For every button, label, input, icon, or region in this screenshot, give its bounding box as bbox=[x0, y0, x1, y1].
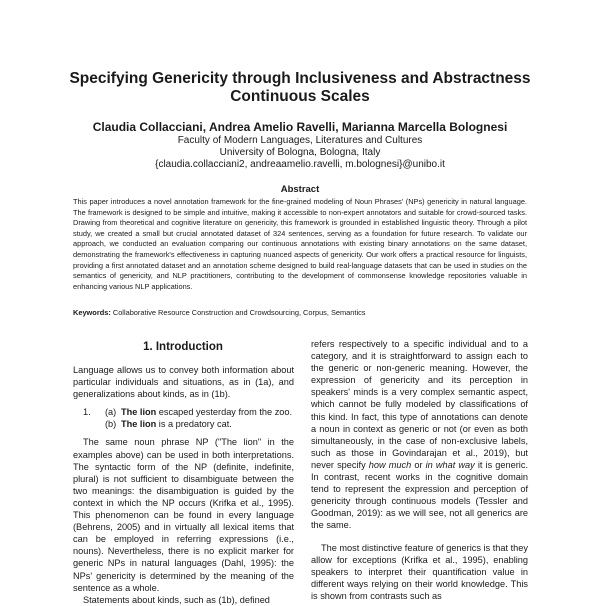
right-text-emphasis-2: in what way bbox=[425, 459, 475, 470]
keywords-label: Keywords: bbox=[73, 308, 111, 317]
right-text-emphasis-1: how much bbox=[368, 459, 412, 470]
right-column bbox=[311, 338, 528, 602]
example-1b bbox=[73, 418, 294, 430]
example-1b-subject: The lion bbox=[121, 419, 157, 430]
left-column bbox=[73, 364, 294, 606]
right-text-c: it is generic. In contrast, recent works in the cognitive domain tend to represent the expression and perception of genericity through continuous models (Tessler and Goodman, 2019): as we will see, not all generics are the same. bbox=[311, 459, 528, 531]
right-text-b: or bbox=[411, 459, 426, 470]
example-label-b: (b) bbox=[105, 419, 117, 430]
affiliation-dept: Faculty of Modern Languages, Literatures and Cultures bbox=[177, 135, 423, 146]
intro-paragraph-right-1 bbox=[311, 338, 528, 532]
example-1 bbox=[73, 406, 294, 430]
intro-paragraph-3: Statements about kinds, such as (1b), defined bbox=[83, 594, 270, 605]
keywords-text: Collaborative Resource Construction and Crowdsourcing, Corpus, Semantics bbox=[112, 308, 366, 317]
keywords-line bbox=[73, 308, 527, 318]
abstract-text: This paper introduces a novel annotation framework for the fine-grained modeling of Noun Phrases' (NPs) genericity in natural language. The framework is designed to be simple and intuitive, making it accessible to non-expert annotators and suitable for crowd-sourced tasks. Drawing from theoretical and cognitive literature on genericity, this framework is grounded in established linguistic theory. Through a pilot study, we created a small but crucial annotated dataset of 324 sentences, serving as a foundation for future research. To validate our approach, we conducted an evaluation comparing our continuous annotations with existing binary annotations on the same dataset, demonstrating the framework's effectiveness in capturing nuanced aspects of genericity. Our work offers a practical resource for linguists, providing a first annotated dataset and an annotation scheme designed to build real-language datasets that can be used in studies on the semantics of genericity, and NLP practitioners, contributing to the development of commonsense knowledge repositories valuable in enhancing various NLP applications. bbox=[73, 197, 527, 291]
paper-title: Specifying Genericity through Inclusiveness and Abstractness Continuous Scales bbox=[69, 70, 531, 105]
intro-paragraph-right-2: The most distinctive feature of generics is that they allow for exceptions (Krifka et al., 1995), enabling speakers to interpret their quantification value in different ways relying on their world knowledge. This is shown from contrasts such as bbox=[311, 542, 528, 601]
example-1a-predicate: escaped yesterday from the zoo. bbox=[156, 407, 293, 418]
section-heading-introduction: 1. Introduction bbox=[143, 341, 223, 353]
right-text-a: refers respectively to a specific individual and to a category, and it is straightforward to assign each to the generic or non-generic meaning. However, the expression of genericity and its perception in speakers' minds is a very complex semantic aspect, which cannot be fully modeled by classifications of this kind. In fact, this type of annotations can denote a noun in context as generic or not (or even as both simultaneously, in the case of non-exclusive labels, such as those in Govindarajan et al., 2019), but never specify bbox=[311, 339, 528, 470]
example-1a-subject: The lion bbox=[121, 407, 157, 418]
abstract-heading: Abstract bbox=[280, 184, 320, 195]
example-number: 1. bbox=[83, 407, 91, 418]
example-label-a: (a) bbox=[105, 407, 117, 418]
example-1a bbox=[73, 406, 294, 418]
author-list: Claudia Collacciani, Andrea Amelio Ravelli, Marianna Marcella Bolognesi bbox=[92, 120, 508, 134]
affiliation-university: University of Bologna, Bologna, Italy bbox=[219, 147, 381, 158]
affiliation-emails: {claudia.collacciani2, andreaamelio.ravelli, m.bolognesi}@unibo.it bbox=[155, 159, 445, 170]
example-1b-predicate: is a predatory cat. bbox=[156, 419, 232, 430]
intro-paragraph-2: The same noun phrase NP ("The lion" in the examples above) can be used in both interpretations. The syntactic form of the NP (definite, indefinite, plural) is not sufficient to disambiguate between the two meanings: the disambiguation is guided by the context in which the NP occurs (Krifka et al., 1995). This phenomenon can be found in every language (Behrens, 2005) and in virtually all lexical items that can be employed in referring expressions (i.e., nouns). Nevertheless, there is no explicit marker for generic NPs in natural languages (Dahl, 1995): the NPs' genericity is determined by the meaning of the sentence as a whole. bbox=[73, 437, 294, 593]
intro-paragraph-1: Language allows us to convey both information about particular individuals and situations, as in (1a), and generalizations about kinds, as in (1b). bbox=[73, 365, 294, 400]
